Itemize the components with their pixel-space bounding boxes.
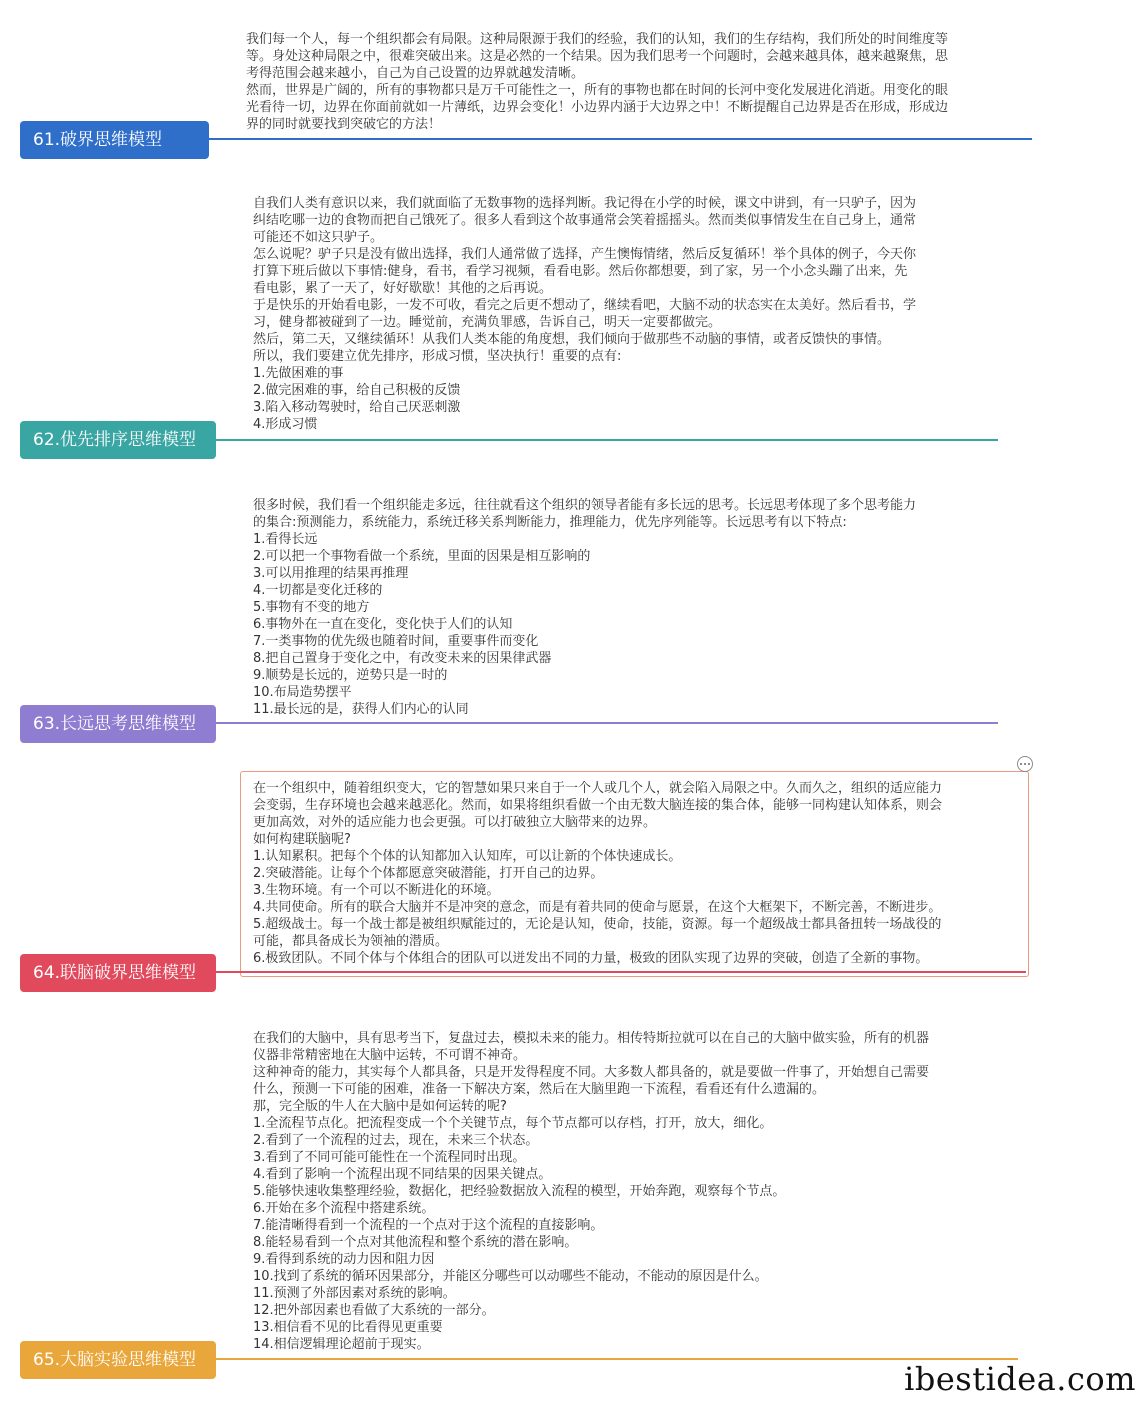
text-line: 自我们人类有意识以来，我们就面临了无数事物的选择判断。我记得在小学的时候，课文中讲到，有一只驴子，因为 [253,196,917,211]
text-line: 打算下班后做以下事情:健身，看书，看学习视频，看看电影。然后你都想要，到了家，另一个小念头蹦了出来，先 [253,264,908,279]
watermark: ibestidea.com [904,1360,1136,1398]
section-64-connector [215,971,1026,973]
text-line: 那，完全版的牛人在大脑中是如何运转的呢? [253,1099,507,1114]
text-line: 9.顺势是长远的，逆势只是一时的 [253,668,448,683]
text-line: 4.一切都是变化迁移的 [253,583,383,598]
section-65-text [253,1030,1013,1353]
section-64-node[interactable]: 64.联脑破界思维模型 [20,954,216,992]
text-line: 13.相信看不见的比看得见更重要 [253,1320,443,1335]
text-line: 6.极致团队。不同个体与个体组合的团队可以迸发出不同的力量，极致的团队实现了边界的突破，创造了全新的事物。 [253,951,929,966]
text-line: 纠结吃哪一边的食物而把自己饿死了。很多人看到这个故事通常会笑着摇摇头。然而类似事情发生在自己身上，通常 [253,213,917,228]
text-line: 11.预测了外部因素对系统的影响。 [253,1286,456,1301]
text-line: 10.找到了系统的循环因果部分，并能区分哪些可以动哪些不能动，不能动的原因是什么。 [253,1269,768,1284]
text-line: 4.共同使命。所有的联合大脑并不是冲突的意念，而是有着共同的使命与愿景，在这个大框架下，不断完善，不断进步。 [253,900,942,915]
text-line: 4.看到了影响一个流程出现不同结果的因果关键点。 [253,1167,552,1182]
text-line: 界的同时就要找到突破它的方法！ [246,117,442,132]
text-line: 5.能够快速收集整理经验，数据化，把经验数据放入流程的模型，开始奔跑，观察每个节点。 [253,1184,786,1199]
text-line: 所以，我们要建立优先排序，形成习惯，坚决执行！重要的点有: [253,349,622,364]
section-61-node[interactable]: 61.破界思维模型 [20,121,209,159]
text-line: 7.能清晰得看到一个流程的一个点对于这个流程的直接影响。 [253,1218,604,1233]
section-62-connector [215,439,998,441]
more-options-icon[interactable] [1017,756,1033,772]
section-61-text [246,31,1036,133]
text-line: 14.相信逻辑理论超前于现实。 [253,1337,430,1352]
text-line: 7.一类事物的优先级也随着时间，重要事件而变化 [253,634,539,649]
text-line: 然后，第二天，又继续循环！从我们人类本能的角度想，我们倾向于做那些不动脑的事情，或者反馈快的事情。 [253,332,891,347]
text-line: 可能，都具备成长为领袖的潜质。 [253,934,449,949]
text-line: 11.最长远的是，获得人们内心的认同 [253,702,469,717]
text-line: 8.能轻易看到一个点对其他流程和整个系统的潜在影响。 [253,1235,578,1250]
text-line: 3.生物环境。有一个可以不断进化的环境。 [253,883,500,898]
text-line: 8.把自己置身于变化之中，有改变未来的因果律武器 [253,651,552,666]
text-line: 1.看得长远 [253,532,318,547]
text-line: 3.可以用推理的结果再推理 [253,566,409,581]
section-61-connector [208,138,1032,140]
section-63-node[interactable]: 63.长远思考思维模型 [20,705,216,743]
text-line: 5.超级战士。每一个战士都是被组织赋能过的，无论是认知，使命，技能，资源。每一个超级战士都具备扭转一场战役的 [253,917,942,932]
text-line: 更加高效，对外的适应能力也会更强。可以打破独立大脑带来的边界。 [253,815,657,830]
text-line: 4.形成习惯 [253,417,318,432]
text-line: 怎么说呢？驴子只是没有做出选择，我们人通常做了选择，产生懊悔情绪，然后反复循环！举个具体的例子，今天你 [253,247,917,262]
text-line: 2.突破潜能。让每个个体都愿意突破潜能，打开自己的边界。 [253,866,604,881]
text-line: 考得范围会越来越小，自己为自己设置的边界就越发清晰。 [246,66,585,81]
section-62-node[interactable]: 62.优先排序思维模型 [20,421,216,459]
text-line: 9.看得到系统的动力因和阻力因 [253,1252,435,1267]
text-line: 在我们的大脑中，具有思考当下，复盘过去，模拟未来的能力。相传特斯拉就可以在自己的大脑中做实验，所有的机器 [253,1031,930,1046]
text-line: 等。身处这种局限之中，很难突破出来。这是必然的一个结果。因为我们思考一个问题时，会越来越具体，越来越聚焦，思 [246,49,949,64]
text-line: 1.先做困难的事 [253,366,344,381]
text-line: 很多时候，我们看一个组织能走多远，往往就看这个组织的领导者能有多长远的思考。长远思考体现了多个思考能力 [253,498,917,513]
section-63-connector [215,722,998,724]
text-line: 12.把外部因素也看做了大系统的一部分。 [253,1303,495,1318]
text-line: 我们每一个人，每一个组织都会有局限。这种局限源于我们的经验，我们的认知，我们的生存结构，我们所处的时间维度等 [246,32,949,47]
section-64-text [253,780,1028,967]
text-line: 什么，预测一下可能的困难，准备一下解决方案，然后在大脑里跑一下流程，看看还有什么遗漏的。 [253,1082,826,1097]
section-62-text [253,195,1013,433]
text-line: 2.做完困难的事，给自己积极的反馈 [253,383,461,398]
section-65-node[interactable]: 65.大脑实验思维模型 [20,1341,216,1379]
text-line: 的集合:预测能力，系统能力，系统迁移关系判断能力，推理能力，优先序列能等。长远思考有以下特点: [253,515,847,530]
text-line: 2.看到了一个流程的过去，现在，未来三个状态。 [253,1133,539,1148]
text-line: 会变弱，生存环境也会越来越恶化。然而，如果将组织看做一个由无数大脑连接的集合体，能够一同构建认知体系，则会 [253,798,943,813]
text-line: 于是快乐的开始看电影，一发不可收，看完之后更不想动了，继续看吧，大脑不动的状态实在太美好。然后看书，学 [253,298,917,313]
section-65-connector [215,1358,1018,1360]
text-line: 6.开始在多个流程中搭建系统。 [253,1201,435,1216]
text-line: 可能还不如这只驴子。 [253,230,384,245]
text-line: 6.事物外在一直在变化，变化快于人们的认知 [253,617,513,632]
text-line: 在一个组织中，随着组织变大，它的智慧如果只来自于一个人或几个人，就会陷入局限之中。久而久之，组织的适应能力 [253,781,943,796]
text-line: 仪器非常精密地在大脑中运转，不可谓不神奇。 [253,1048,527,1063]
text-line: 3.陷入移动驾驶时，给自己厌恶刺激 [253,400,461,415]
text-line: 如何构建联脑呢? [253,832,351,847]
text-line: 光看待一切，边界在你面前就如一片薄纸，边界会变化！小边界内涵于大边界之中！不断提醒自己边界是否在形成，形成边 [246,100,949,115]
text-line: 2.可以把一个事物看做一个系统，里面的因果是相互影响的 [253,549,591,564]
text-line: 1.认知累积。把每个个体的认知都加入认知库，可以让新的个体快速成长。 [253,849,682,864]
text-line: 3.看到了不同可能可能性在一个流程同时出现。 [253,1150,526,1165]
text-line: 5.事物有不变的地方 [253,600,370,615]
text-line: 习，健身都被碰到了一边。睡觉前，充满负罪感，告诉自己，明天一定要都做完。 [253,315,722,330]
text-line: 10.布局造势摆平 [253,685,352,700]
section-63-text [253,497,1013,718]
text-line: 1.全流程节点化。把流程变成一个个关键节点，每个节点都可以存档，打开，放大，细化。 [253,1116,773,1131]
text-line: 这种神奇的能力，其实每个人都具备，只是开发得程度不同。大多数人都具备的，就是要做一件事了，开始想自己需要 [253,1065,930,1080]
text-line: 然而，世界是广阔的，所有的事物都只是万千可能性之一，所有的事物也都在时间的长河中变化发展进化消逝。用变化的眼 [246,83,949,98]
text-line: 看电影，累了一天了，好好歇歇！其他的之后再说。 [253,281,553,296]
